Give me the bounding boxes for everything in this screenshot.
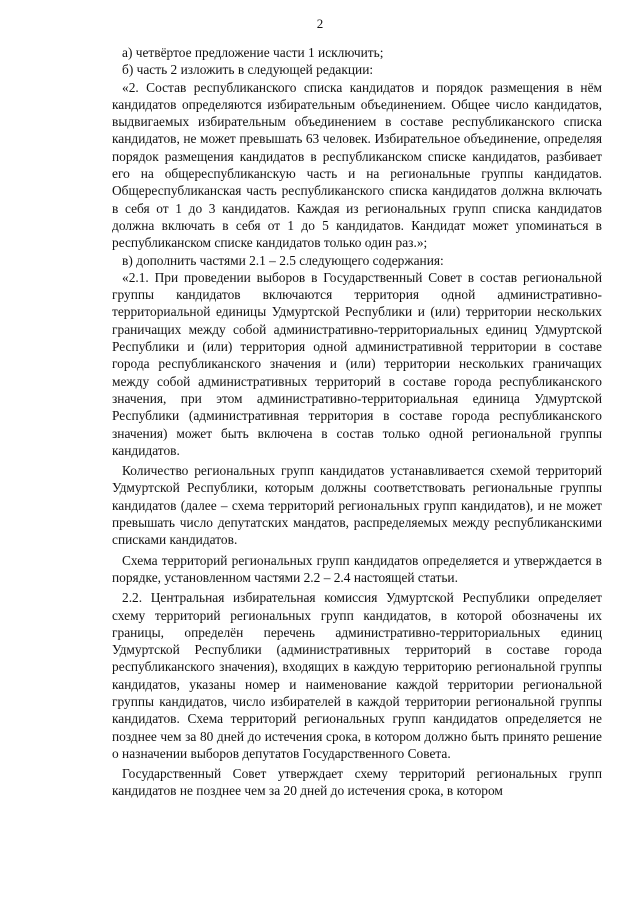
paragraph-7: Схема территорий региональных групп кандидатов определяется и утверждается в порядке, установленном частями 2.2 – 2.4 настоящей статьи. xyxy=(112,552,602,585)
page-number: 2 xyxy=(316,16,324,31)
paragraph-4: в) дополнить частями 2.1 – 2.5 следующего содержания: xyxy=(122,252,444,268)
paragraph-2: б) часть 2 изложить в следующей редакции: xyxy=(122,62,374,78)
paragraph-6: Количество региональных групп кандидатов устанавливается схемой территорий Удмуртской Республики, которым должны соответствовать региональные группы кандидатов (далее – схема территорий региональных групп кандидатов), и не может превышать число депутатских мандатов, распределяемых между республиканскими списками кандидатов. xyxy=(112,463,602,548)
paragraph-8: 2.2. Центральная избирательная комиссия Удмуртской Республики определяет схему территорий региональных групп кандидатов, в которой обозначены их границы, определён перечень административно-территориальных единиц Удмуртской Республики (административных территорий в составе города республиканского значения), входящих в каждую территорию региональной группы кандидатов, указаны номер и наименование каждой территории региональной группы кандидатов, число избирателей в каждой территории региональной группы кандидатов. Схема территорий региональных групп кандидатов определяется не позднее чем за 80 дней до истечения срока, в котором должно быть принято решение о назначении выборов депутатов Государственного Совета. xyxy=(112,590,602,761)
paragraph-1: а) четвёртое предложение части 1 исключить; xyxy=(122,45,384,60)
paragraph-3: «2. Состав республиканского списка кандидатов и порядок размещения в нём кандидатов определяются избирательным объединением. Общее число кандидатов, выдвигаемых избирательным объединением в составе республиканского списка кандидатов, не может превышать 63 человек. Избирательное объединение, определяя порядок размещения кандидатов в республиканском списке кандидатов, разбивает его на общереспубликанскую часть и на региональные группы кандидатов. Общереспубликанская часть республиканского списка кандидатов должна включать в себя от 1 до 3 кандидатов. Каждая из региональных групп списка кандидатов должна включать в себя от 1 до 5 кандидатов. Кандидат может упоминаться в республиканском списке кандидатов только один раз.»; xyxy=(112,79,602,251)
paragraph-9: Государственный Совет утверждает схему территорий региональных групп кандидатов не позднее чем за 20 дней до истечения срока, в котором xyxy=(112,766,602,799)
document-body xyxy=(112,44,602,800)
paragraph-5: «2.1. При проведении выборов в Государственный Совет в состав региональной группы кандидатов включаются территория одной административно-территориальной единицы Удмуртской Республики и (или) территории нескольких граничащих между собой административно-территориальных единиц Удмуртской Республики и (или) территория одной административной территории в составе города республиканского значения и (или) территории нескольких граничащих между собой административных территорий в составе города республиканского значения, при этом административно-территориальная единица Удмуртской Республики (административная территория в составе города республиканского значения) может быть включена в состав только одной региональной группы кандидатов. xyxy=(112,269,602,458)
